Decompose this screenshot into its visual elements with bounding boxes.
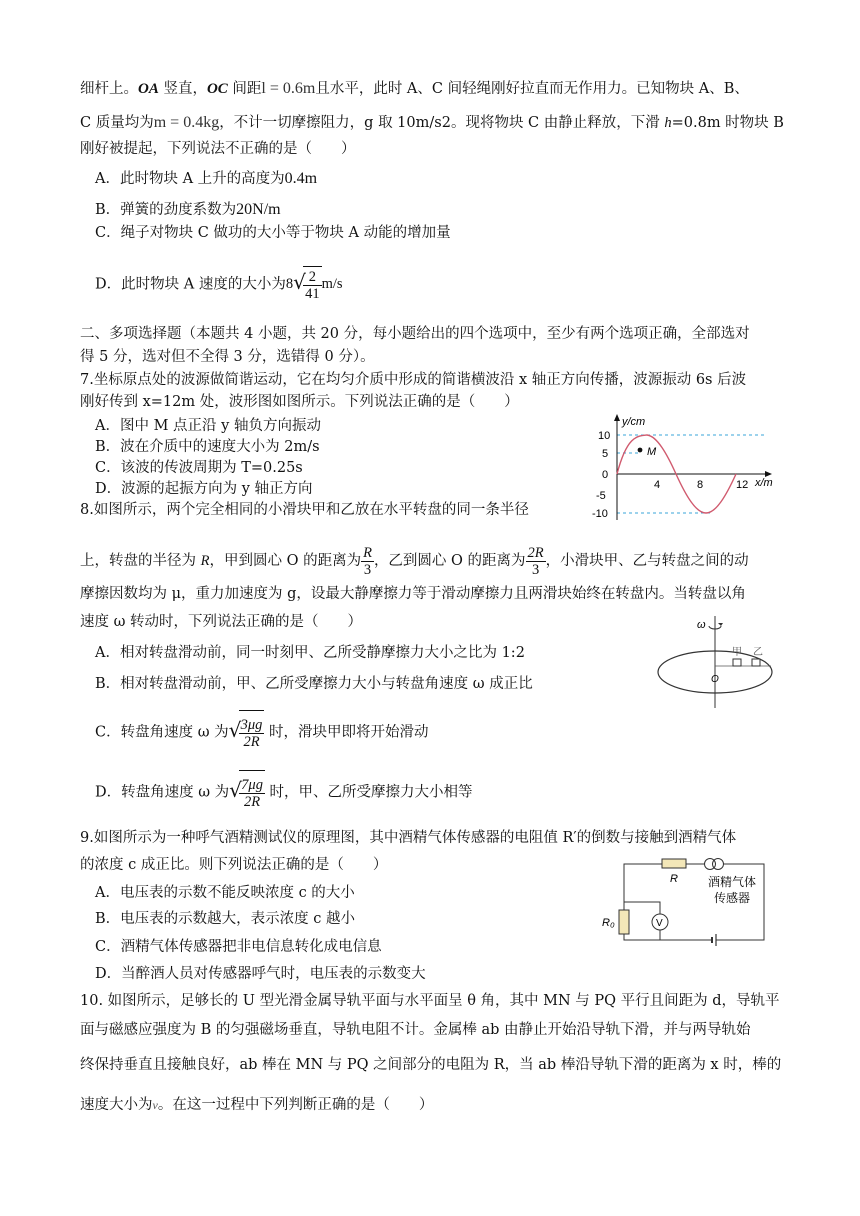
sqrt-expression: √ $\frac{3\mu g}{2R}$ bbox=[229, 710, 265, 755]
block-jia bbox=[733, 659, 741, 666]
q10-line-3: 终保持垂直且接触良好，ab 棒在 MN 与 PQ 之间部分的电阻为 R，当 ab 棒沿导轨下滑的距离为 x 时，棒的 bbox=[80, 1057, 782, 1073]
y-tick-minus10: -10 bbox=[592, 508, 608, 520]
fraction-2r-over-3 bbox=[526, 545, 546, 578]
q6-option-d bbox=[95, 266, 343, 303]
q7-line-1: 7.坐标原点处的波源做简谐运动，它在均匀介质中形成的简谐横波沿 x 轴正方向传播，波源振动 6s 后波 bbox=[80, 372, 747, 388]
sqrt-expression: √ $\frac{2}{41}$ bbox=[293, 266, 322, 303]
q6-text: ，不计一切摩擦阻力，g 取 10m/s2。现将物块 C 由静止释放，下滑 bbox=[219, 115, 665, 131]
section-heading-line-1: 二、多项选择题（本题共 4 小题，共 20 分，每小题给出的四个选项中，至少有两个选项正确，全部选对 bbox=[80, 326, 750, 342]
option-value: 20N/m bbox=[236, 201, 281, 218]
v-symbol: v bbox=[152, 1098, 158, 1112]
h-symbol: h bbox=[664, 115, 672, 131]
frac-denominator: 2R bbox=[243, 733, 260, 750]
frac-numerator: 3μg bbox=[240, 716, 263, 733]
option-label: D．转盘角速度 ω 为 bbox=[95, 784, 230, 801]
coef: 8 bbox=[285, 276, 294, 292]
x-tick-4: 4 bbox=[654, 479, 661, 491]
q8-option-a: A．相对转盘滑动前，同一时刻甲、乙所受静摩擦力大小之比为 1:2 bbox=[95, 645, 525, 661]
block-yi bbox=[752, 659, 760, 666]
section-heading-line-2: 得 5 分，选对但不全得 3 分，选错得 0 分）。 bbox=[80, 349, 375, 365]
y-tick-0: 0 bbox=[602, 469, 609, 481]
q8-line-2 bbox=[80, 541, 749, 581]
resistor-r-label: R bbox=[670, 873, 678, 885]
wave-graph bbox=[590, 410, 780, 522]
frac-numerator: 2 bbox=[303, 269, 322, 286]
jia-label: 甲 bbox=[732, 647, 742, 658]
x-tick-8: 8 bbox=[697, 479, 704, 491]
y-tick-10: 10 bbox=[598, 430, 611, 442]
q6-text: 细杆上。 bbox=[80, 81, 138, 97]
frac-denominator: 3 bbox=[363, 561, 372, 578]
option-value: 0.4m bbox=[284, 170, 318, 187]
q6-text: 且水平，此时 A、C 间轻绳刚好拉直而无作用力。已知物块 A、B、 bbox=[315, 81, 749, 97]
q8-option-c bbox=[95, 710, 429, 755]
q9-option-d: D．当醉酒人员对传感器呼气时，电压表的示数变大 bbox=[95, 966, 426, 982]
q9-option-a: A．电压表的示数不能反映浓度 c 的大小 bbox=[95, 885, 355, 901]
q10-line-1: 10. 如图所示，足够长的 U 型光滑金属导轨平面与水平面呈 θ 角，其中 MN 与 PQ 平行且间距为 d，导轨平 bbox=[80, 993, 780, 1009]
point-m-label: M bbox=[647, 446, 657, 458]
y-tick-5: 5 bbox=[602, 448, 609, 460]
frac-denominator: 3 bbox=[531, 561, 540, 578]
turntable-figure bbox=[655, 612, 780, 710]
sqrt-expression: √ $\frac{7\mu g}{2R}$ bbox=[229, 770, 265, 815]
q6-text: 竖直， bbox=[158, 81, 207, 97]
option-tail: 时，甲、乙所受摩擦力大小相等 bbox=[264, 784, 473, 801]
q6-text: C 质量均为 bbox=[80, 115, 154, 131]
q8-line-4: 速度 ω 转动时，下列说法正确的是（ ） bbox=[80, 614, 363, 630]
q7-option-b: B．波在介质中的速度大小为 2m/s bbox=[95, 439, 320, 455]
option-label: D．此时物块 A 速度的大小为 bbox=[95, 276, 286, 293]
option-label: A．此时物块 A 上升的高度为 bbox=[95, 171, 285, 187]
q10-text: 速度大小为 bbox=[80, 1097, 153, 1113]
y-axis-arrow bbox=[614, 414, 620, 421]
frac-numerator: 7μg bbox=[241, 776, 263, 793]
q8-text: ，小滑块甲、乙与转盘之间的动 bbox=[545, 553, 749, 569]
point-m bbox=[638, 448, 643, 453]
sensor-icon bbox=[713, 859, 724, 870]
q8-line-1: 8.如图所示，两个完全相同的小滑块甲和乙放在水平转盘的同一条半径 bbox=[80, 502, 529, 518]
q10-line-2: 面与磁感应强度为 B 的匀强磁场垂直，导轨电阻不计。金属棒 ab 由静止开始沿导轨下滑，并与两导轨始 bbox=[80, 1022, 751, 1038]
q7-option-c: C．该波的传波周期为 T=0.25s bbox=[95, 460, 303, 476]
q8-text: ，甲到圆心 O 的距离为 bbox=[209, 553, 362, 569]
y-axis-label: y/cm bbox=[622, 416, 646, 428]
q9-option-b: B．电压表的示数越大，表示浓度 c 越小 bbox=[95, 911, 355, 927]
resistor-r0 bbox=[619, 910, 629, 934]
q6-option-c: C．绳子对物块 C 做功的大小等于物块 A 动能的增加量 bbox=[95, 225, 451, 241]
r-symbol: R bbox=[200, 553, 210, 569]
unit: m/s bbox=[321, 276, 343, 292]
option-tail: 时，滑块甲即将开始滑动 bbox=[264, 724, 429, 741]
option-label: C．转盘角速度 ω 为 bbox=[95, 724, 229, 741]
yi-label: 乙 bbox=[753, 647, 763, 658]
q6-line-3: 刚好被提起，下列说法不正确的是（ ） bbox=[80, 141, 356, 157]
q6-line-1 bbox=[80, 79, 749, 99]
q8-text: 上，转盘的半径为 bbox=[80, 553, 201, 569]
q8-text: ，乙到圆心 O 的距离为 bbox=[373, 553, 526, 569]
q9-option-c: C．酒精气体传感器把非电信息转化成电信息 bbox=[95, 939, 382, 955]
x-tick-12: 12 bbox=[736, 479, 749, 491]
circuit-wire bbox=[624, 864, 662, 902]
q7-option-d: D．波源的起振方向为 y 轴正方向 bbox=[95, 481, 313, 497]
q10-line-4 bbox=[80, 1095, 433, 1115]
resistor-r bbox=[662, 859, 686, 868]
frac-numerator: 2R bbox=[527, 544, 544, 561]
q8-line-3: 摩擦因数均为 μ，重力加速度为 g，设最大静摩擦力等于滑动摩擦力且两滑块始终在转盘内。当转盘以角 bbox=[80, 586, 746, 602]
x-axis-label: x/m bbox=[755, 477, 773, 489]
q7-option-a: A．图中 M 点正沿 y 轴负方向振动 bbox=[95, 418, 321, 434]
q6-line-2 bbox=[80, 113, 784, 133]
q6-option-a bbox=[95, 169, 317, 189]
circuit-wire bbox=[624, 932, 712, 940]
voltmeter-label: V bbox=[656, 918, 663, 929]
mass-value: m = 0.4kg bbox=[153, 114, 220, 131]
center-o-label: O bbox=[711, 674, 719, 685]
oa-symbol: OA bbox=[138, 81, 159, 97]
frac-numerator: R bbox=[363, 544, 372, 561]
circuit-figure bbox=[600, 852, 770, 952]
oc-symbol: OC bbox=[206, 81, 228, 97]
resistor-r0-label: R₀ bbox=[602, 917, 615, 929]
q8-option-b: B．相对转盘滑动前，甲、乙所受摩擦力大小与转盘角速度 ω 成正比 bbox=[95, 676, 533, 692]
frac-denominator: 41 bbox=[305, 285, 320, 302]
q8-option-d bbox=[95, 770, 473, 815]
sensor-label-line-2: 传感器 bbox=[714, 891, 751, 905]
option-label: B．弹簧的劲度系数为 bbox=[95, 202, 237, 218]
q6-text: 间距 bbox=[227, 81, 262, 97]
q6-text: =0.8m 时物块 B bbox=[671, 115, 784, 131]
q6-option-b bbox=[95, 200, 281, 220]
q10-text: 。在这一过程中下列判断正确的是（ ） bbox=[157, 1097, 434, 1113]
q7-line-2: 刚好传到 x=12m 处，波形图如图所示。下列说法正确的是（ ） bbox=[80, 394, 519, 410]
distance-value: l = 0.6m bbox=[261, 80, 316, 97]
sensor-label-line-1: 酒精气体 bbox=[708, 875, 757, 889]
omega-label: ω bbox=[697, 619, 706, 631]
y-tick-minus5: -5 bbox=[596, 490, 606, 502]
fraction-r-over-3 bbox=[361, 545, 374, 578]
frac-denominator: 2R bbox=[244, 793, 261, 810]
q9-line-1: 9.如图所示为一种呼气酒精测试仪的原理图，其中酒精气体传感器的电阻值 R′的倒数与接触到酒精气体 bbox=[80, 830, 737, 846]
q9-line-2: 的浓度 c 成正比。则下列说法正确的是（ ） bbox=[80, 857, 388, 873]
rotation-arrowhead-icon bbox=[718, 623, 723, 626]
